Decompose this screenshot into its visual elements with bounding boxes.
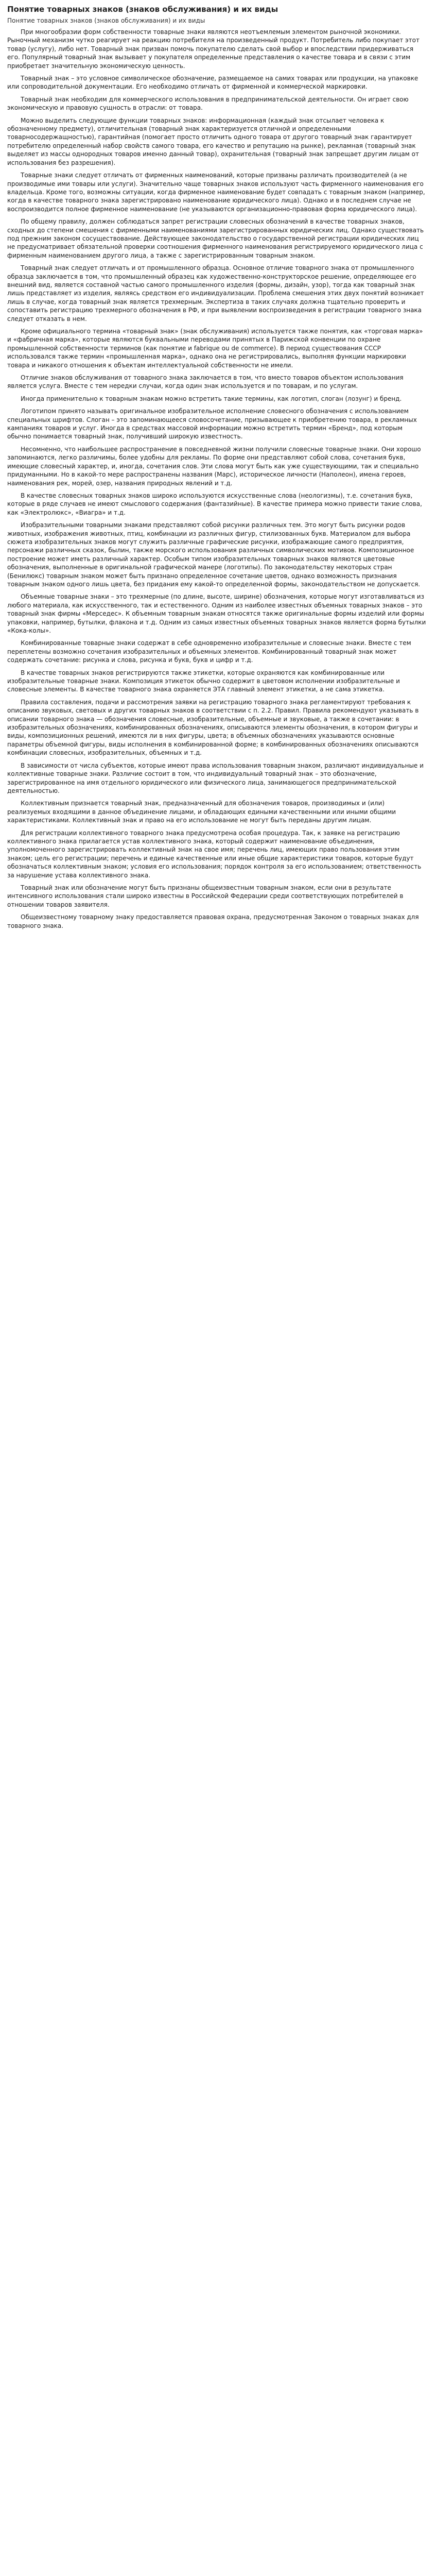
article-paragraph: Объемные товарные знаки – это трехмерные (по длине, высоте, ширине) обозначения, которые могут изготавливаться из любого материала, как искусственного, так и естественного. Одним из наиболее известных объемных товарных знаков – это товарный знак фирмы «Мерседес». К объемным товарным знакам относятся также оригинальные формы изделий или формы упаковки, например, бутылки, флакона и т.д. Одним из самых известных объемных товарных знаков является форма бутылки «Кока-колы». xyxy=(7,593,426,634)
article-paragraph: Кроме официального термина «товарный знак» (знак обслуживания) используется также понятия, как «торговая марка» и «фабричная марка», которые являются буквальными переводами принятых в Парижской конвенции по охране промышленной собственности терминов (как понятие и fabrique ou de commerce). В период существования СССР использовался также термин «промышленная марка», однако она не регистрировались, выполняя функции маркировки товара и никакого отношения к объектам интеллектуальной собственности не имели. xyxy=(7,328,423,369)
article-title: Понятие товарных знаков (знаков обслуживания) и их виды xyxy=(7,5,278,14)
article-paragraph: Комбинированные товарные знаки содержат в себе одновременно изобразительные и словесные знаки. Вместе с тем переплетены возможно сочетания изобразительных и объемных элементов. Комбинированный товарный знак может содержать сочетание: рисунка и слова, рисунка и букв, букв и цифр и т.д. xyxy=(7,639,411,664)
article-paragraph: В зависимости от числа субъектов, которые имеют права использования товарным знаком, различают индивидуальные и коллективные товарные знаки. Различие состоит в том, что индивидуальный товарный знак – это обозначение, зарегистрированное на имя отдельного юридического или физического лица, занимающегося предпринимательской деятельностью. xyxy=(7,761,424,794)
article-page xyxy=(0,0,436,946)
article-paragraph: Коллективным признается товарный знак, предназначенный для обозначения товаров, производимых и (или) реализуемых входящими в данное объединение лицами, и обладающих едиными качественными или иными общими характеристиками. Коллективный знак и право на его использование не могут быть переданы другим лицам. xyxy=(7,800,396,824)
article-paragraph: Изобразительными товарными знаками представляют собой рисунки различных тем. Это могут быть рисунки родов животных, изображения животных, птиц, комбинации из различных фигур, стилизованных букв. Материалом для выбора сюжета изобразительных знаков могут служить различные графические рисунки, изображающие самого предприятия, персонажи различных сказок, былин, также морского использования различных символических мотивов. Композиционное построение может иметь различный характер. Особым типом изобразительных товарных знаков являются цветовые обозначения, выполненные в оригинальной графической манере (логотипы). По законодательству некоторых стран (Бенилюкс) товарным знаком может быть признано определенное сочетание цветов, однако возможность признания товарным знаком одного лишь цвета, без придания ему какой-то определенной формы, законодательством не допускается. xyxy=(7,521,421,588)
article-paragraph: Отличие знаков обслуживания от товарного знака заключается в том, что вместо товаров объектом использования является услуга. Вместе с тем нередки случаи, когда один знак используется и по товарам, и по услугам. xyxy=(7,374,404,390)
article-paragraph: Товарные знаки следует отличать от фирменных наименований, которые призваны различать производителей (а не производимые ими товары или услуги). Значительно чаще товарных знаков используют часть фирменного наименования его владельца. Кроме того, возможны ситуации, когда фирменное наименование будет совпадать с товарным знаком (например, когда в качестве товарного знака зарегистрировано наименование юридического лица). Однако и в последнем случае не воспроизводится полное фирменное наименование (не указываются организационно-правовая форма юридического лица). xyxy=(7,172,425,213)
article-paragraph: Товарный знак следует отличать и от промышленного образца. Основное отличие товарного знака от промышленного образца заключается в том, что промышленный образец как художественно-конструкторское решение, определяющее его внешний вид, является составной частью самого промышленного изделия (формы, дизайн, узор), тогда как товарный знак лишь представляет из изделия, являясь средством его индивидуализации. Проблема смешения этих двух понятий возникает лишь в случае, когда товарный знак является трехмерным. Экспертиза в таких случаях должна тщательно проверить и сопоставить регистрацию трехмерного обозначения в РФ, и при выявлении воспроизведения в регистрации товарного знака следует отказать в нем. xyxy=(7,264,424,323)
article-paragraph: В качестве словесных товарных знаков широко используются искусственные слова (неологизмы), т.е. сочетания букв, которые в ряде случаев не имеют смыслового содержания (фантазийные). В качестве примера можно привести такие слова, как «Электролюкс», «Виагра» и т.д. xyxy=(7,492,422,516)
article-paragraph: При многообразии форм собственности товарные знаки являются неотъемлемым элементом рыночной экономики. Рыночный механизм чутко реагирует на реакцию потребителя на произведенный продукт. Потребитель либо покупает этот товар (услугу), либо нет. Товарный знак призван помочь покупателю сделать свой выбор и впоследствии придерживаться его. Популярный товарный знак вызывает у покупателя определенные представления о качестве товара и в связи с этим приобретает значительную экономическую ценность. xyxy=(7,28,420,70)
article-paragraph: Для регистрации коллективного товарного знака предусмотрена особая процедура. Так, к заявке на регистрацию коллективного знака прилагается устав коллективного знака, который содержит наименование объединения, уполномоченного зарегистрировать коллективный знак на свое имя; перечень лиц, имеющих право пользования этим знаком; цель его регистрации; перечень и единые качественные или иные общие характеристики товаров, которые будут обозначаться коллективным знаком; условия его использования; порядок контроля за его использованием; ответственность за нарушение устава коллективного знака. xyxy=(7,829,422,879)
article-subtitle: Понятие товарных знаков (знаков обслуживания) и их виды xyxy=(7,17,205,24)
article-paragraph: В качестве товарных знаков регистрируются также этикетки, которые охраняются как комбинированные или изобразительные товарные знаки. Композиция этикеток обычно содержит в цветовом исполнении изобразительные и словесные элементы. В качестве товарного знака охраняется ЭТА главный элемент этикетки, а не сама этикетка. xyxy=(7,669,400,693)
article-paragraph: Несомненно, что наибольшее распространение в повседневной жизни получили словесные товарные знаки. Они хорошо запоминаются, легко различимы, более удобны для рекламы. По форме они представляют собой слова, сочетания букв, имеющие словесный характер, и, иногда, сочетания слов. Эти слова могут быть как уже существующими, так и специально придуманными. Но в какой-то мере распространены названия (Марс), историческое личности (Наполеон), имена героев, наименования рек, морей, озер, названия природных явлений и т.д. xyxy=(7,445,421,487)
article-paragraph: Товарный знак или обозначение могут быть признаны общеизвестным товарным знаком, если они в результате интенсивного использования стали широко известны в Российской Федерации среди соответствующих потребителей в отношении товаров заявителя. xyxy=(7,884,404,908)
article-paragraph: Правила составления, подачи и рассмотрения заявки на регистрацию товарного знака регламентируют требования к описанию звуковых, световых и других товарных знаков в соответствии с п. 2.2. Правил. Правила рекомендуют указывать в описании товарного знака — обозначения словесные, изобразительные, объемные и звуковые, а также в сочетании: в изобразительных обозначениях, комбинированных обозначениях, описываются элементы обозначения, в котором фигуры и виды, композиционных решений, имеются ли в них фигуры, цвета; в объемных обозначениях указываются основные параметры объемной фигуры, виды исполнения в комбинированной форме; в комбинированных обозначениях описываются комбинации словесных, изобразительных, объемных и т.д. xyxy=(7,698,419,757)
article-paragraph: По общему правилу, должен соблюдаться запрет регистрации словесных обозначений в качестве товарных знаков, сходных до степени смешения с фирменными наименованиями зарегистрированных юридических лиц. Однако существовать под прежним законом сосуществование. Действующее законодательство о государственной регистрации юридических лиц не предусматривает обязательной проверки соотношения фирменного наименования регистрируемого юридического лица с фирменным наименованием другого лица, а также с зарегистрированным товарным знаком. xyxy=(7,218,424,259)
article-paragraph: Товарный знак – это условное символическое обозначение, размещаемое на самих товарах или продукции, на упаковке или сопроводительной документации. Его необходимо отличать от фирменной и коммерческой маркировки. xyxy=(7,75,418,91)
article-paragraph: Можно выделить следующие функции товарных знаков: информационная (каждый знак отсылает человека к обозначенному предмету), отличительная (товарный знак характеризуется отличной и определенными товарносодержащностью), гарантийная (помогает просто отличить одного товара от другого товарный знак гарантирует потребителю определенный набор свойств самого товара, его качество и репутацию на рынке), рекламная (товарный знак выделяет из массы однородных товаров именно данный товар), охранительная (товарный знак запрещает другим лицам от использования без разрешения). xyxy=(7,116,419,166)
article-body xyxy=(7,28,427,930)
article-paragraph: Иногда применительно к товарным знакам можно встретить такие термины, как логотип, слоган (лозунг) и бренд. xyxy=(21,395,402,402)
article-paragraph: Товарный знак необходим для коммерческого использования в предпринимательской деятельности. Он играет свою экономическую и правовую сущность в отрасли: от товара. xyxy=(7,95,409,112)
article-paragraph: Логотипом принято называть оригинальное изобразительное исполнение словесного обозначения с использованием специальных шрифтов. Слоган – это запоминающееся словосочетание, призывающее к приобретению товара, в рекламных кампаниях товаров и услуг. Иногда в средствах массовой информации можно встретить термин «Бренд», под которым обычно понимается товарный знак, получивший широкую известность. xyxy=(7,408,417,440)
article-paragraph: Общеизвестному товарному знаку предоставляется правовая охрана, предусмотренная Законом о товарных знаках для товарного знака. xyxy=(7,913,419,929)
